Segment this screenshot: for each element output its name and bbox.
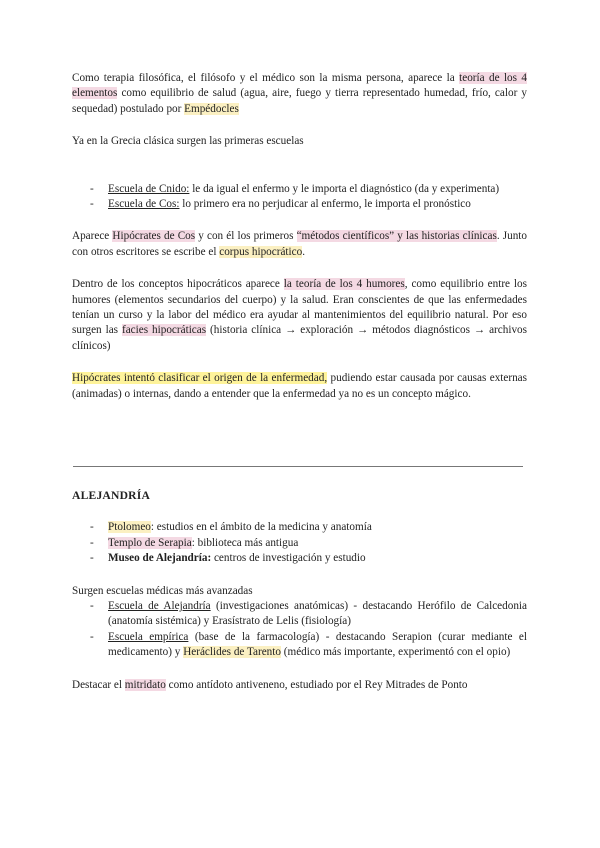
list-item [90,197,527,212]
text: pudiendo estar causada por causas externas (animadas) o internas, dando a entender que la enfermedad ya no es un concepto mágico. [72,372,527,400]
text: Como terapia filosófica, el filósofo y el médico son la misma persona, aparece la [72,72,460,84]
paragraph-humors [72,277,527,354]
list-item [90,551,527,566]
item-desc: : biblioteca más antigua [191,536,299,549]
alexandria-list [72,520,527,566]
school-name: Escuela de Alejandría [108,600,211,613]
text: , como equilibrio entre los humores (elementos secundarios del cuerpo) y la salud. Eran conscientes de que las enfermedades tenían un curso y la labor del médico era ayudar al mantenimientos del equilibrio natural. Por eso surgen las [72,278,527,337]
school-desc: (base de la farmacología) - destacando Serapion (curar mediante el medicamento) y [108,630,527,659]
list-item [90,536,527,551]
school-desc: (investigaciones anatómicas) - destacando Herófilo de Calcedonia (anatomía sistémica) y Erasístrato de Lelis (fisiología) [108,600,527,628]
list-item [90,630,527,661]
advanced-schools-list [72,599,527,661]
text: Destacar el [72,678,125,691]
highlight-corpus: corpus hipocrático [219,245,303,258]
text: como equilibrio de salud (agua, aire, fuego y tierra representado humedad, frío, calor y sequedad) postulado por [72,87,527,115]
paragraph-advanced-schools: Surgen escuelas médicas más avanzadas [72,584,253,597]
paragraph-origin [72,371,527,402]
text: como antídoto antiveneno, estudiado por el Rey Mitrades de Ponto [165,678,468,691]
highlight-empedocles: Empédocles [184,102,239,115]
highlight-ptolomeo: Ptolomeo [108,521,151,534]
school-name: Escuela de Cos: [108,198,180,211]
highlight-methods: “métodos científicos” y las historias clínicas [296,230,497,243]
item-desc: centros de investigación y estudio [211,552,366,565]
text: (historia clínica → exploración → métodos diagnósticos → archivos clínicos) [72,324,527,352]
museum-name: Museo de Alejandría: [108,552,212,565]
text: y con él los primeros [195,230,297,243]
paragraph-greece: Ya en la Grecia clásica surgen las primeras escuelas [72,135,304,148]
text: . Junto con otros escritores se escribe el [72,230,527,258]
school-desc: le da igual el enfermo y le importa el diagnóstico (da y experimenta) [189,182,500,195]
highlight-mitridato: mitridato [124,678,166,691]
paragraph-four-elements [72,71,527,117]
alexandria-section [72,488,527,693]
school-name: Escuela de Cnido: [108,182,190,195]
highlight-humors: la teoría de los 4 humores [283,278,405,291]
text: Aparece [72,230,113,243]
school-name: Escuela empírica [108,630,189,643]
school-desc: (médico más importante, experimentó con el opio) [280,646,511,659]
highlight-heraclides: Heráclides de Tarento [183,646,281,659]
text: . [302,245,305,258]
item-desc: : estudios en el ámbito de la medicina y anatomía [150,521,372,534]
list-item [90,520,527,535]
highlight-four-elements: teoría de los 4 elementos [72,72,527,100]
schools-list [72,182,527,213]
highlight-serapia: Templo de Serapia [108,536,192,549]
section-heading: ALEJANDRÍA [72,489,151,502]
highlight-facies: facies hipocráticas [121,324,207,337]
document-body [72,71,527,402]
text: Dentro de los conceptos hipocráticos aparece [72,278,284,291]
highlight-origin: Hipócrates intentó clasificar el origen de la enfermedad, [72,372,328,385]
school-desc: lo primero era no perjudicar al enfermo, le importa el pronóstico [179,198,471,211]
paragraph-hippocrates [72,229,527,260]
list-item [90,182,527,197]
highlight-hippocrates: Hipócrates de Cos [112,230,196,243]
paragraph-mitridato [72,678,527,693]
list-item [90,599,527,630]
horizontal-divider [73,466,523,467]
